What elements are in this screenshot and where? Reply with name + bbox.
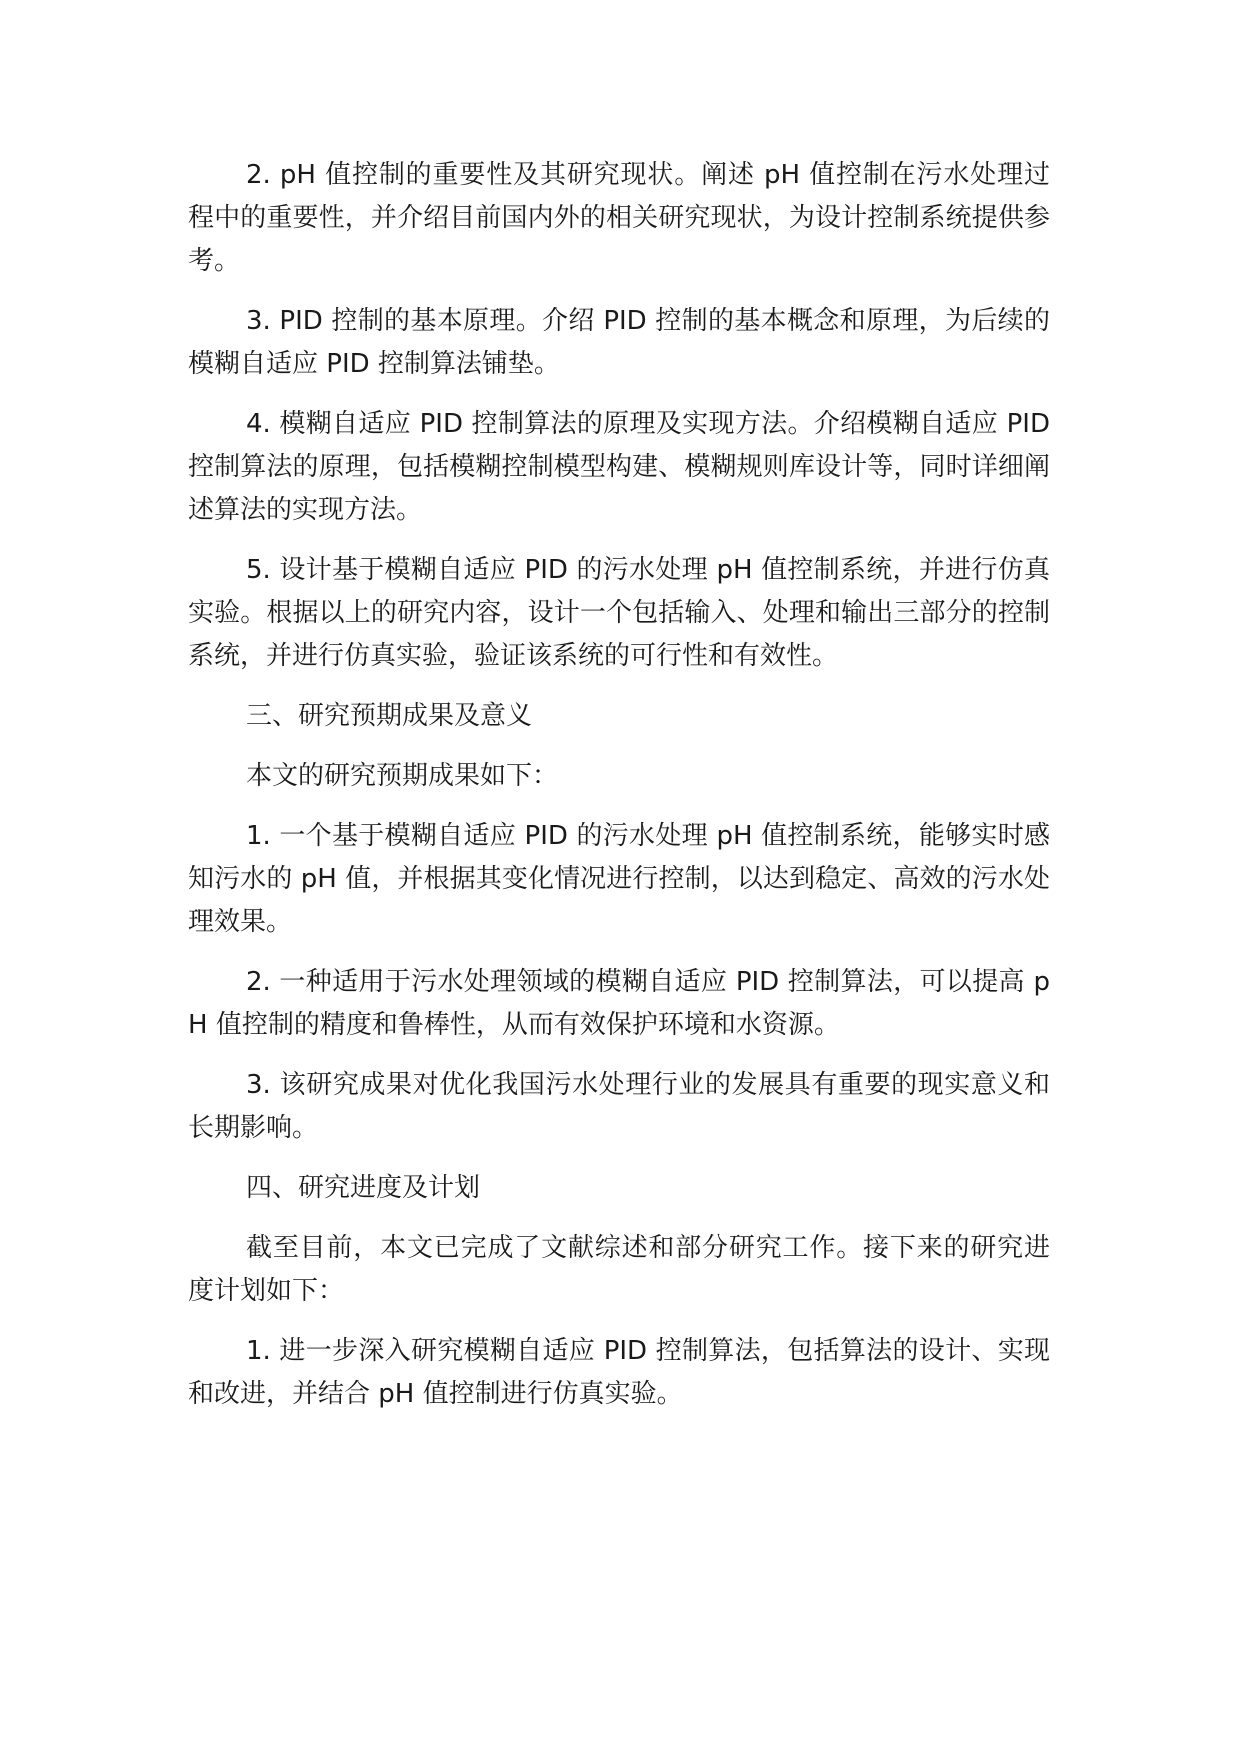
paragraph-progress-intro: 截至目前，本文已完成了文献综述和部分研究工作。接下来的研究进度计划如下： [188,1233,1050,1306]
paragraph-plan-1: 1. 进一步深入研究模糊自适应 PID 控制算法，包括算法的设计、实现和改进，并结合 pH 值控制进行仿真实验。 [188,1336,1050,1409]
paragraph-fuzzy-pid-algorithm: 4. 模糊自适应 PID 控制算法的原理及实现方法。介绍模糊自适应 PID 控制算法的原理，包括模糊控制模型构建、模糊规则库设计等，同时详细阐述算法的实现方法。 [188,409,1050,525]
paragraph-result-3: 3. 该研究成果对优化我国污水处理行业的发展具有重要的现实意义和长期影响。 [188,1070,1050,1143]
paragraph-system-design: 5. 设计基于模糊自适应 PID 的污水处理 pH 值控制系统，并进行仿真实验。根据以上的研究内容，设计一个包括输入、处理和输出三部分的控制系统，并进行仿真实验，验证该系统的可行性和有效性。 [188,555,1050,671]
paragraph-expected-results-intro: 本文的研究预期成果如下： [246,761,559,791]
section-heading-progress-plan: 四、研究进度及计划 [246,1173,481,1203]
document-body [188,154,1050,1433]
paragraph-pH-importance: 2. pH 值控制的重要性及其研究现状。阐述 pH 值控制在污水处理过程中的重要性，并介绍目前国内外的相关研究现状，为设计控制系统提供参考。 [188,160,1050,276]
section-heading-expected-results: 三、研究预期成果及意义 [246,701,533,731]
paragraph-result-2: 2. 一种适用于污水处理领域的模糊自适应 PID 控制算法，可以提高 pH 值控制的精度和鲁棒性，从而有效保护环境和水资源。 [188,967,1050,1040]
paragraph-result-1: 1. 一个基于模糊自适应 PID 的污水处理 pH 值控制系统，能够实时感知污水的 pH 值，并根据其变化情况进行控制，以达到稳定、高效的污水处理效果。 [188,821,1050,937]
paragraph-pid-principle: 3. PID 控制的基本原理。介绍 PID 控制的基本概念和原理，为后续的模糊自适应 PID 控制算法铺垫。 [188,306,1050,379]
